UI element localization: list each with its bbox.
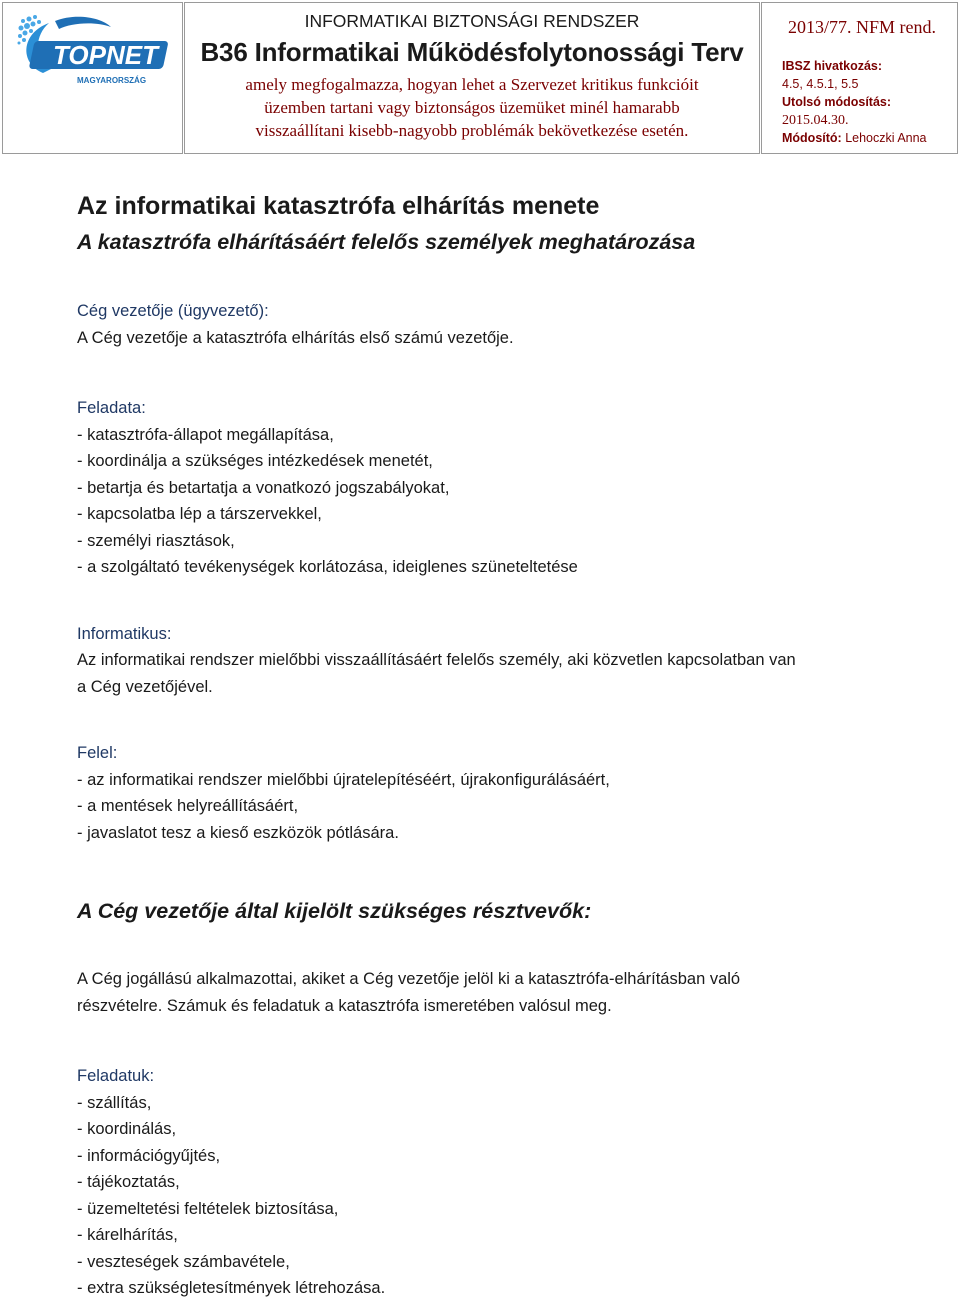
modified-value: 2015.04.30. [782,113,849,128]
description-line: visszaállítani kisebb-nagyobb problémák bekövetkezése esetén. [255,121,689,140]
participants-heading: A Cég vezetője által kijelölt szükséges résztvevők: [77,899,592,923]
title-cell [184,2,760,154]
ceo-label: Cég vezetője (ügyvezető): [77,302,269,320]
modified-label-row [782,95,891,109]
topnet-logo [15,11,185,95]
list-item: - személyi riasztások, [77,528,907,555]
list-item: - információgyűjtés, [77,1143,907,1170]
document-title: B36 Informatikai Működésfolytonossági Terv [200,37,744,67]
list-item: - szállítás, [77,1090,907,1117]
list-item: - kárelhárítás, [77,1222,907,1249]
ibsz-label-row [782,59,882,73]
list-item: - extra szükségletesítmények létrehozása. [77,1275,907,1302]
participants-tasks-list [77,1090,907,1302]
ceo-text: A Cég vezetője a katasztrófa elhárítás első számú vezetője. [77,328,514,347]
participants-text-line: részvételre. Számuk és feladatuk a katasztrófa ismeretében valósul meg. [77,996,612,1015]
list-item: - üzemeltetési feltételek biztosítása, [77,1196,907,1223]
list-item: - koordinálja a szükséges intézkedések menetét, [77,448,907,475]
list-item: - koordinálás, [77,1116,907,1143]
it-resp-list [77,767,907,847]
modifier-row [782,131,927,145]
logo-text: TOPNET [53,40,158,70]
ibsz-label: IBSZ hivatkozás: [782,59,883,73]
list-item: - a szolgáltató tevékenységek korlátozása, ideiglenes szüneteltetése [77,554,907,581]
description-line: amely megfogalmazza, hogyan lehet a Szervezet kritikus funkcióit [245,75,699,94]
it-text-line: a Cég vezetőjével. [77,677,213,696]
description-line: üzemben tartani vagy biztonságos üzemüket minél hamarabb [264,98,680,117]
modified-label: Utolsó módosítás: [782,95,892,109]
list-item: - betartja és betartatja a vonatkozó jogszabályokat, [77,475,907,502]
participants-tasks-label: Feladatuk: [77,1067,155,1085]
section-heading: Az informatikai katasztrófa elhárítás menete [77,192,600,220]
ibsz-value: 4.5, 4.5.1, 5.5 [782,77,859,91]
it-label: Informatikus: [77,624,172,643]
list-item: - javaslatot tesz a kieső eszközök pótlására. [77,820,907,847]
ceo-tasks-list [77,422,907,581]
ceo-tasks-label: Feladata: [77,399,146,417]
document-body [77,188,907,1302]
law-reference: 2013/77. NFM rend. [788,17,936,37]
document-header [2,2,958,156]
system-title: INFORMATIKAI BIZTONSÁGI RENDSZER [304,11,640,31]
meta-cell [761,2,958,154]
list-item: - az informatikai rendszer mielőbbi újratelepítéséért, újrakonfigurálásáért, [77,767,907,794]
section-subheading: A katasztrófa elhárításáért felelős személyek meghatározása [77,230,696,254]
list-item: - veszteségek számbavétele, [77,1249,907,1276]
modifier-label: Módosító: [782,131,842,145]
list-item: - tájékoztatás, [77,1169,907,1196]
logo-subtext: MAGYARORSZÁG [77,76,147,85]
document-description [215,73,729,142]
logo-graphic [15,11,185,95]
list-item: - katasztrófa-állapot megállapítása, [77,422,907,449]
list-item: - kapcsolatba lép a társzervekkel, [77,501,907,528]
it-resp-label: Felel: [77,744,118,762]
list-item: - a mentések helyreállításáért, [77,793,907,820]
modifier-value: Lehoczki Anna [845,131,927,145]
participants-text-line: A Cég jogállású alkalmazottai, akiket a Cég vezetője jelöl ki a katasztrófa-elhárításban való [77,970,741,988]
it-text-line: Az informatikai rendszer mielőbbi visszaállításáért felelős személy, aki közvetlen kapcsolatban van [77,651,796,669]
logo-cell [2,2,183,154]
